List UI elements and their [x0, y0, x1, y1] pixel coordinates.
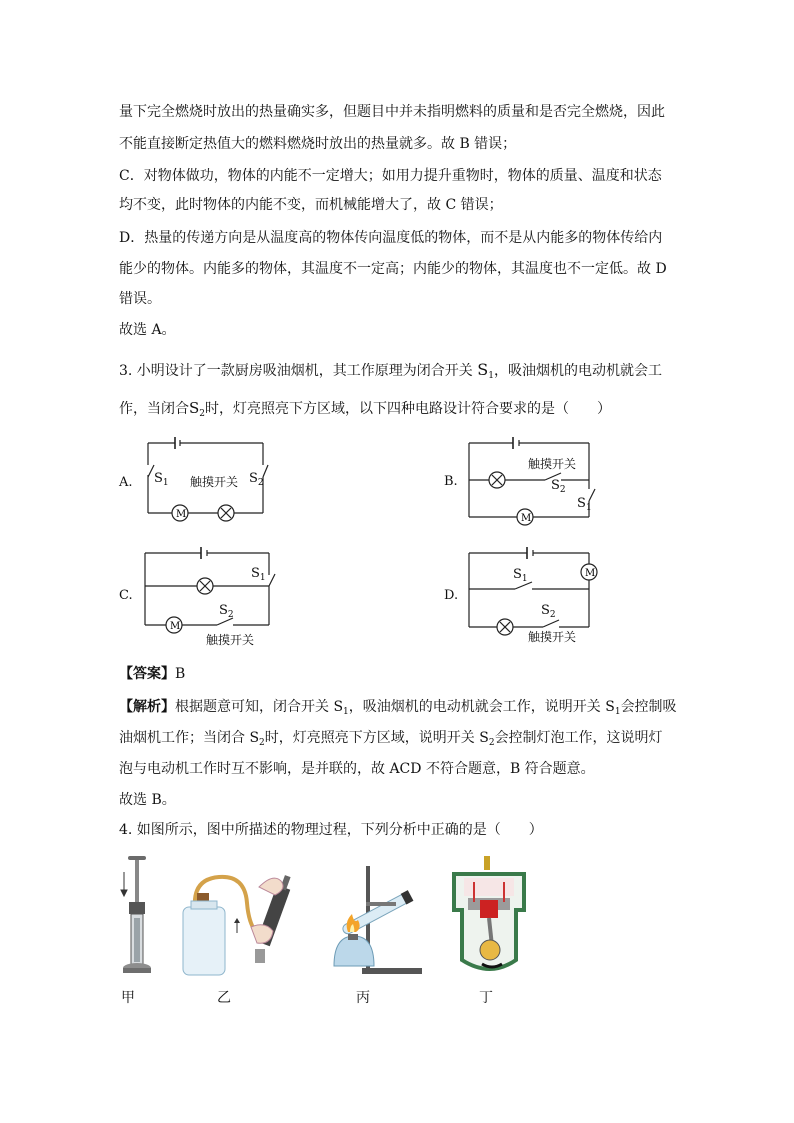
option-c-explanation: C．对物体做功，物体的内能不一定增大；如用力提升重物时，物体的质量、温度和状态 [119, 168, 662, 184]
text-line: 均不变，此时物体的内能不变，而机械能增大了，故 C 错误； [119, 197, 503, 213]
text-line: 错误。 [119, 291, 161, 307]
figure-yi-bottle-pump [175, 865, 305, 980]
question-3-stem: 3. 小明设计了一款厨房吸油烟机，其工作原理为闭合开关 $S_1$，吸油烟机的电动机就会工 [119, 360, 662, 381]
option-c-label: C. [119, 588, 133, 603]
switch-s2-label: $S_2$ [249, 471, 264, 488]
option-b-label: B. [444, 474, 458, 489]
touch-switch-label: 触摸开关 [206, 633, 255, 647]
answer-line: 【答案】B [119, 666, 186, 682]
motor-symbol: M [170, 621, 181, 632]
figure-bing-heating-tube [326, 862, 436, 980]
answer-choice: 故选 A。 [119, 322, 176, 338]
text-line: 能少的物体。内能多的物体，其温度不一定高；内能少的物体，其温度也不一定低。故 D [119, 261, 667, 277]
figure-label: 乙 [217, 990, 231, 1006]
question-4-stem: 4. 如图所示，图中所描述的物理过程，下列分析中正确的是（ ） [119, 822, 543, 838]
option-d-label: D. [444, 588, 459, 603]
switch-s2-label: $S_2$ [541, 603, 556, 620]
switch-s1-label: $S_1$ [577, 496, 592, 513]
switch-s1-label: $S_1$ [513, 567, 528, 584]
switch-s2-label: $S_2$ [551, 478, 566, 495]
touch-switch-label: 触摸开关 [190, 475, 239, 489]
text-line: 量下完全燃烧时放出的热量确实多，但题目中并未指明燃料的质量和是否完全燃烧，因此 [119, 104, 665, 120]
motor-symbol: M [585, 568, 596, 579]
touch-switch-label: 触摸开关 [528, 457, 577, 471]
figure-label: 甲 [121, 990, 135, 1006]
question-3-stem: 作，当闭合$S_2$时，灯亮照亮下方区域，以下四种电路设计符合要求的是（ ） [119, 399, 612, 419]
motor-symbol: M [521, 513, 532, 524]
option-a-label: A. [119, 475, 133, 490]
circuit-b [465, 433, 605, 528]
circuit-c [141, 543, 281, 638]
touch-switch-label: 触摸开关 [528, 630, 577, 644]
option-d-explanation: D．热量的传递方向是从温度高的物体传向温度低的物体，而不是从内能多的物体传给内 [119, 230, 663, 246]
answer-choice: 故选 B。 [119, 792, 176, 808]
switch-s2-label: $S_2$ [219, 603, 234, 620]
circuit-d [465, 543, 600, 638]
text-line: 不能直接断定热值大的燃料燃烧时放出的热量就多。故 B 错误； [119, 136, 517, 152]
figure-label: 丙 [356, 990, 370, 1006]
analysis-line: 【解析】根据题意可知，闭合开关 $S_1$，吸油烟机的电动机就会工作，说明开关 $S_1$会控制吸 [119, 699, 677, 717]
figure-jia-fire-syringe [112, 854, 162, 979]
switch-s1-label: $S_1$ [251, 566, 266, 583]
switch-s1-label: $S_1$ [154, 471, 169, 488]
figure-ding-engine [444, 854, 534, 979]
analysis-line: 泡与电动机工作时互不影响，是并联的，故 ACD 不符合题意，B 符合题意。 [119, 761, 595, 777]
figure-label: 丁 [479, 990, 493, 1006]
motor-symbol: M [176, 509, 187, 520]
analysis-line: 油烟机工作；当闭合 $S_2$时，灯亮照亮下方区域，说明开关 $S_2$会控制灯泡工作，这说明灯 [119, 730, 663, 748]
